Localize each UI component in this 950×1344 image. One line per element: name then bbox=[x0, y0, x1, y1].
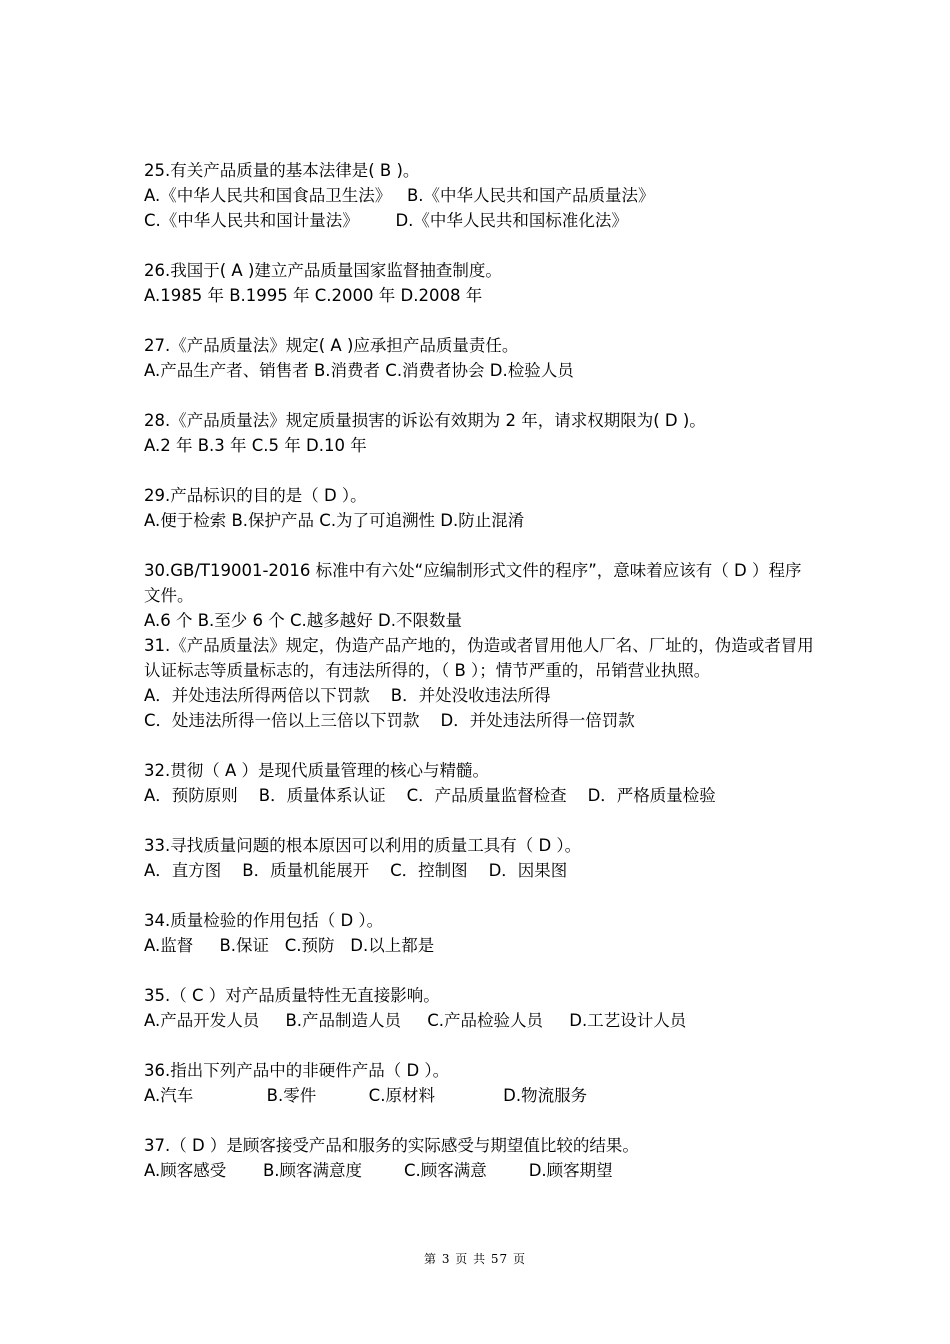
question-stem: 34.质量检验的作用包括（ D ）。 bbox=[144, 911, 384, 930]
question-stem: 26.我国于( A )建立产品质量国家监督抽查制度。 bbox=[144, 261, 502, 280]
question-options: A．直方图 B．质量机能展开 C．控制图 D．因果图 bbox=[144, 861, 568, 880]
question-27 bbox=[144, 333, 814, 383]
question-options: A.产品开发人员 B.产品制造人员 C.产品检验人员 D.工艺设计人员 bbox=[144, 1011, 687, 1030]
question-37 bbox=[144, 1133, 814, 1183]
question-25 bbox=[144, 158, 814, 233]
question-options: A.6 个 B.至少 6 个 C.越多越好 D.不限数量 bbox=[144, 611, 462, 630]
question-30 bbox=[144, 558, 814, 633]
question-options: A.2 年 B.3 年 C.5 年 D.10 年 bbox=[144, 436, 367, 455]
question-stem: 31.《产品质量法》规定，伪造产品产地的，伪造或者冒用他人厂名、厂址的，伪造或者冒用认证标志等质量标志的，有违法所得的，（ B ）；情节严重的，吊销营业执照。 bbox=[144, 636, 814, 680]
page-footer: 第 3 页 共 57 页 bbox=[424, 1252, 526, 1266]
question-stem: 37.（ D ）是顾客接受产品和服务的实际感受与期望值比较的结果。 bbox=[144, 1136, 639, 1155]
question-stem: 30.GB/T19001-2016 标准中有六处“应编制形式文件的程序”，意味着应该有（ D ）程序文件。 bbox=[144, 561, 802, 605]
question-options: A．预防原则 B．质量体系认证 C．产品质量监督检查 D．严格质量检验 bbox=[144, 786, 716, 805]
question-stem: 28.《产品质量法》规定质量损害的诉讼有效期为 2 年，请求权期限为( D )。 bbox=[144, 411, 706, 430]
question-34 bbox=[144, 908, 814, 958]
question-35 bbox=[144, 983, 814, 1033]
question-26 bbox=[144, 258, 814, 308]
question-stem: 33.寻找质量问题的根本原因可以利用的质量工具有（ D ）。 bbox=[144, 836, 582, 855]
question-options: A.顾客感受 B.顾客满意度 C.顾客满意 D.顾客期望 bbox=[144, 1161, 613, 1180]
question-options: A.1985 年 B.1995 年 C.2000 年 D.2008 年 bbox=[144, 286, 483, 305]
question-31 bbox=[144, 633, 814, 733]
question-32 bbox=[144, 758, 814, 808]
question-options: C.《中华人民共和国计量法》 D.《中华人民共和国标准化法》 bbox=[144, 211, 628, 230]
question-36 bbox=[144, 1058, 814, 1108]
question-stem: 25.有关产品质量的基本法律是( B )。 bbox=[144, 161, 420, 180]
question-options: A.监督 B.保证 C.预防 D.以上都是 bbox=[144, 936, 435, 955]
question-options: A．并处违法所得两倍以下罚款 B．并处没收违法所得 bbox=[144, 686, 551, 705]
question-stem: 35.（ C ）对产品质量特性无直接影响。 bbox=[144, 986, 440, 1005]
question-list bbox=[144, 158, 814, 1183]
question-33 bbox=[144, 833, 814, 883]
question-stem: 29.产品标识的目的是（ D ）。 bbox=[144, 486, 367, 505]
question-stem: 32.贯彻（ A ）是现代质量管理的核心与精髓。 bbox=[144, 761, 490, 780]
question-stem: 36.指出下列产品中的非硬件产品（ D ）。 bbox=[144, 1061, 450, 1080]
question-stem: 27.《产品质量法》规定( A )应承担产品质量责任。 bbox=[144, 336, 519, 355]
question-29 bbox=[144, 483, 814, 533]
question-options: A.汽车 B.零件 C.原材料 D.物流服务 bbox=[144, 1086, 588, 1105]
question-options: C．处违法所得一倍以上三倍以下罚款 D．并处违法所得一倍罚款 bbox=[144, 711, 635, 730]
question-options: A.《中华人民共和国食品卫生法》 B.《中华人民共和国产品质量法》 bbox=[144, 186, 655, 205]
question-options: A.产品生产者、销售者 B.消费者 C.消费者协会 D.检验人员 bbox=[144, 361, 574, 380]
question-28 bbox=[144, 408, 814, 458]
question-options: A.便于检索 B.保护产品 C.为了可追溯性 D.防止混淆 bbox=[144, 511, 525, 530]
